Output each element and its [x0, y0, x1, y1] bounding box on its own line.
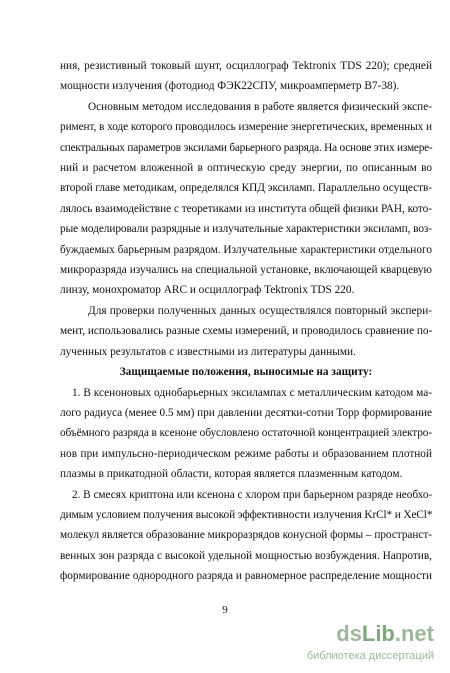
text-line: римент, в ходе которого проводилось измерение энергетических, временных и: [60, 121, 432, 134]
text-line: ния, резистивный токовый шунт, осциллограф Tektronix TDS 220); средней: [60, 60, 432, 72]
text-line: плазмы в прикатодной области, которая является плазменным катодом.: [60, 468, 403, 481]
text-line: 1. В ксеноновых однобарьерных эксилампах с металлическим катодом ма-: [72, 386, 432, 399]
text-line: второй главе методикам, определялся КПД эксиламп. Параллельно осуществ-: [60, 182, 433, 195]
body-text: [60, 56, 432, 587]
text-line: линзу, монохроматор ARC и осциллограф Tektronix TDS 220.: [60, 284, 355, 297]
text-line: спектральных параметров эксилами барьерного разряда. На основе этих измере-: [60, 141, 433, 154]
text-line: формирование однородного разряда и равномерное распределение мощности: [60, 570, 432, 583]
text-line: лялось взаимодействие с теоретиками из института общей физики РАН, кото-: [60, 202, 432, 215]
text-line: микроразряда изучались на специальной установке, включающей кварцевую: [60, 264, 432, 277]
watermark-subtitle: библиотека диссертаций: [306, 650, 434, 662]
text-line: лученных результатов с известными из литературы данными.: [60, 345, 356, 358]
text-line: димым условием получения высокой эффективности излучения KrCl* и XeCl*: [60, 508, 433, 521]
text-line: нов при импульсно-периодическом режиме работы и образованием плотной: [60, 447, 432, 460]
text-line: Для проверки полученных данных осуществлялся повторный экспери-: [88, 304, 432, 317]
text-line: молекул является образование микроразрядов конусной формы – пространст-: [60, 529, 432, 542]
text-line: венных зон разряда с высокой удельной мощностью возбуждения. Напротив,: [60, 549, 432, 562]
text-line: мент, использовались разные схемы измерений, и проводилось сравнение по-: [60, 325, 433, 338]
watermark-brand: dsLib.net: [336, 621, 434, 646]
page-number: 9: [222, 604, 228, 616]
text-line: ний и расчетом вложенной в оптическую среду энергии, по описанным во: [60, 162, 432, 175]
text-line: лого радиуса (менее 0.5 мм) при давлении десятки-сотни Торр формирование: [60, 406, 432, 419]
text-line: Основным методом исследования в работе является физический экспе-: [88, 100, 432, 113]
text-line: буждаемых барьерным разрядом. Излучательные характеристики отдельного: [60, 243, 432, 256]
text-line: мощности излучения (фотодиод ФЭК22СПУ, микроамперметр В7-38).: [60, 80, 400, 93]
section-heading: Защищаемые положения, выносимые на защиту:: [119, 366, 373, 379]
watermark-logo: [284, 621, 434, 665]
text-line: 2. В смесях криптона или ксенона с хлором при барьерном разряде необхо-: [72, 488, 433, 501]
text-line: объёмного разряда в ксеноне обусловлено остаточной концентрацией электро-: [60, 427, 432, 440]
text-line: рые моделировали разрядные и излучательные характеристики эксиламп, воз-: [60, 223, 432, 236]
